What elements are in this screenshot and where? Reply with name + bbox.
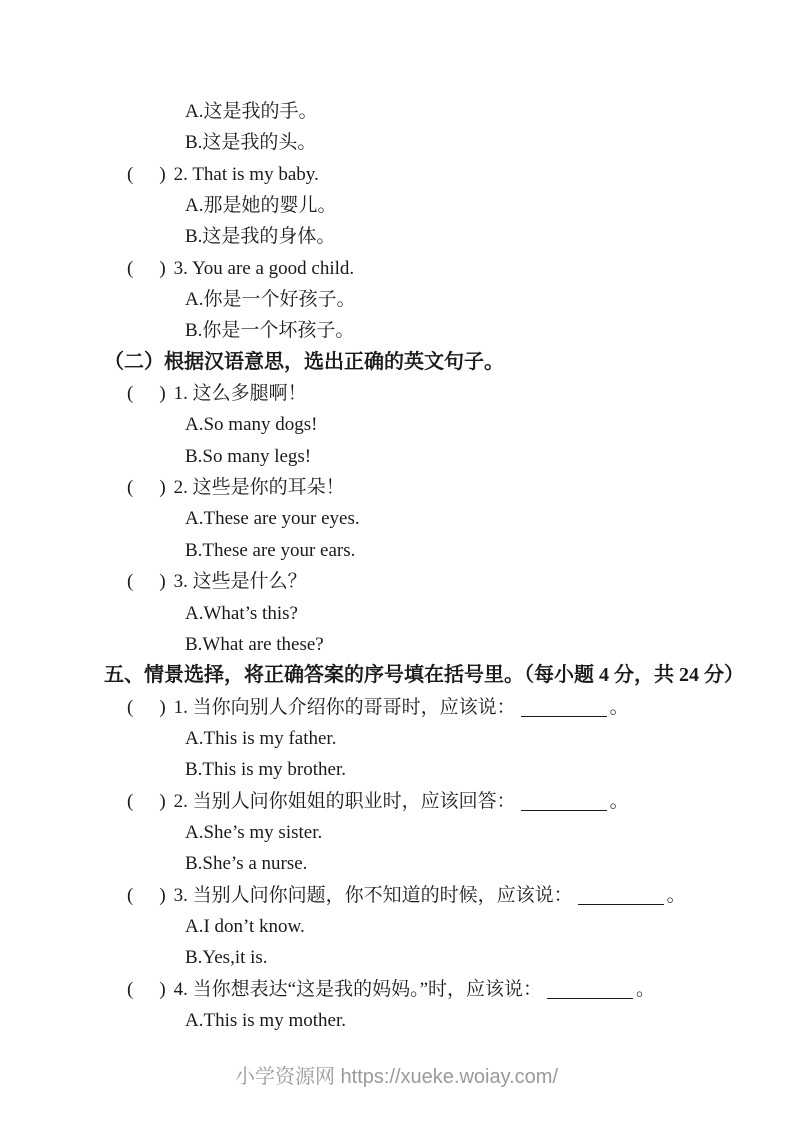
option-b: [0, 441, 793, 472]
bracket-close: ): [159, 884, 166, 906]
line-text: A.I don’t know.: [185, 915, 305, 937]
bracket-close: ): [159, 978, 166, 1000]
line-text: A.She’s my sister.: [185, 821, 323, 843]
line-text: （二）根据汉语意思，选出正确的英文句子。: [104, 350, 504, 373]
line-text: A.What’s this?: [185, 602, 298, 624]
bracket-open: (: [127, 884, 134, 906]
line-text: B.These are your ears.: [185, 539, 356, 561]
bracket-close: ): [159, 696, 166, 718]
bracket-open: (: [127, 571, 134, 593]
answer-blank: [547, 980, 633, 999]
line-text: B.So many legs!: [185, 445, 312, 467]
answer-bracket: [127, 791, 166, 812]
option-a: [0, 503, 793, 534]
answer-blank: [578, 886, 664, 905]
line-text: 3. You are a good child.: [173, 257, 355, 279]
question-2: [0, 472, 793, 503]
line-text: A.These are your eyes.: [185, 508, 360, 530]
option-b: [0, 315, 793, 346]
bracket-open: (: [127, 477, 134, 499]
line-text: B.这是我的身体。: [185, 226, 336, 248]
line-text: 2. 当别人问你姐姐的职业时，应该回答：: [173, 790, 516, 812]
option-b: [0, 629, 793, 660]
bracket-open: (: [127, 696, 134, 718]
question-3: [0, 880, 793, 911]
footer-credit-text: 小学资源网 https://xueke.woiay.com/: [234, 1066, 559, 1088]
blank-tail: 。: [609, 790, 629, 812]
line-text: A.那是她的婴儿。: [185, 195, 337, 217]
worksheet-body: [0, 96, 793, 1036]
question-2: [0, 786, 793, 817]
footer-credit: [0, 1063, 793, 1091]
option-a: [0, 911, 793, 942]
answer-bracket: [127, 164, 166, 185]
line-text: B.这是我的头。: [185, 132, 317, 154]
answer-blank: [521, 792, 607, 811]
line-text: B.What are these?: [185, 633, 324, 655]
bracket-close: ): [159, 571, 166, 593]
option-b: [0, 942, 793, 973]
bracket-close: ): [159, 257, 166, 279]
line-text: A.这是我的手。: [185, 101, 318, 122]
line-text: 五、情景选择，将正确答案的序号填在括号里。（每小题 4 分，共 24 分）: [104, 664, 744, 687]
bracket-open: (: [127, 257, 134, 279]
option-a: [0, 190, 793, 221]
question-3: [0, 253, 793, 284]
question-1: [0, 378, 793, 409]
option-a: [0, 409, 793, 440]
bracket-open: (: [127, 163, 134, 185]
line-text: A.This is my mother.: [185, 1009, 346, 1031]
option-b: [0, 754, 793, 785]
line-text: 3. 当别人问你问题，你不知道的时候，应该说：: [173, 884, 573, 906]
line-text: 1. 当你向别人介绍你的哥哥时，应该说：: [173, 696, 516, 718]
answer-bracket: [127, 697, 166, 718]
answer-bracket: [127, 979, 166, 1000]
answer-bracket: [127, 477, 166, 498]
blank-tail: 。: [666, 884, 686, 906]
answer-bracket: [127, 885, 166, 906]
bracket-open: (: [127, 790, 134, 812]
line-text: 2. 这些是你的耳朵！: [173, 477, 345, 499]
question-3: [0, 566, 793, 597]
option-a: [0, 817, 793, 848]
bracket-close: ): [159, 383, 166, 405]
line-text: B.你是一个坏孩子。: [185, 320, 355, 342]
line-text: 4. 当你想表达“这是我的妈妈。”时，应该说：: [173, 978, 543, 1000]
line-text: A.So many dogs!: [185, 414, 318, 436]
answer-bracket: [127, 571, 166, 592]
bracket-close: ): [159, 477, 166, 499]
option-b: [0, 221, 793, 252]
option-b: [0, 848, 793, 879]
blank-tail: 。: [609, 696, 629, 718]
answer-bracket: [127, 383, 166, 404]
line-text: 3. 这些是什么？: [173, 571, 307, 593]
line-text: A.This is my father.: [185, 727, 337, 749]
line-text: A.你是一个好孩子。: [185, 289, 356, 311]
option-b: [0, 535, 793, 566]
option-a: [0, 1005, 793, 1036]
line-text: B.This is my brother.: [185, 759, 346, 781]
bracket-open: (: [127, 978, 134, 1000]
option-a: [0, 598, 793, 629]
blank-tail: 。: [636, 978, 656, 1000]
answer-blank: [521, 698, 607, 717]
question-1: [0, 692, 793, 723]
line-text: B.She’s a nurse.: [185, 853, 308, 875]
section-5-header: [0, 660, 793, 691]
question-2: [0, 159, 793, 190]
option-a: [0, 284, 793, 315]
option-a: [0, 96, 793, 127]
bracket-close: ): [159, 790, 166, 812]
answer-bracket: [127, 258, 166, 279]
line-text: B.Yes,it is.: [185, 947, 268, 969]
bracket-open: (: [127, 383, 134, 405]
option-a: [0, 723, 793, 754]
bracket-close: ): [159, 163, 166, 185]
section-2-header: [0, 347, 793, 378]
question-4: [0, 974, 793, 1005]
line-text: 1. 这么多腿啊！: [173, 383, 307, 405]
option-b: [0, 127, 793, 158]
line-text: 2. That is my baby.: [173, 163, 319, 185]
